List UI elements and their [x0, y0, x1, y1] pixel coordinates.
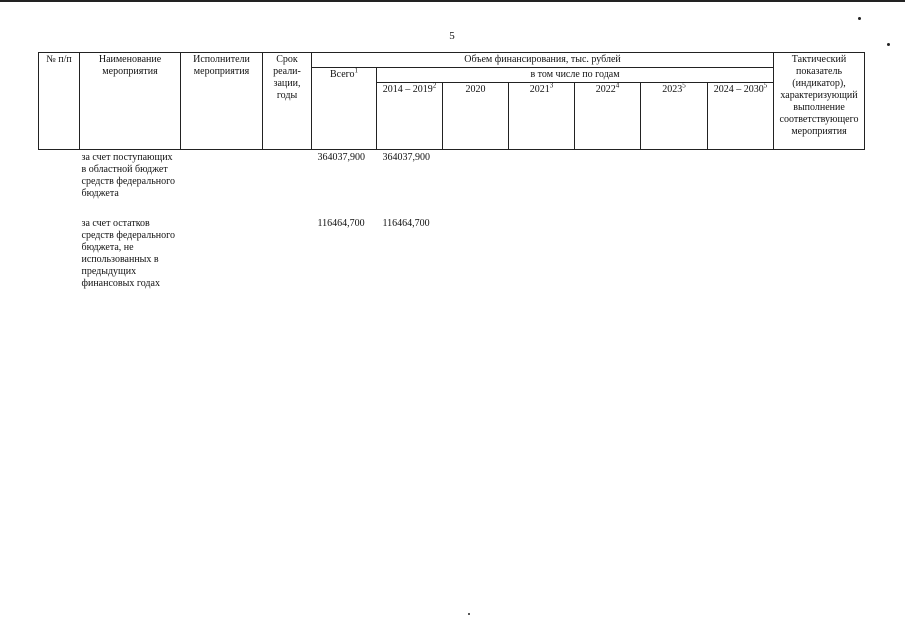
row-2021-cell: [509, 216, 575, 292]
row-name-cell: за счет остатков средств федерального бюджета, не использованных в предыдущих финансовых годах: [81, 218, 175, 289]
table-row: [39, 150, 865, 203]
year-footnote: 5: [763, 81, 768, 90]
header-executors-label: Исполнители мероприятия: [193, 54, 250, 77]
row-spacer: [39, 202, 865, 216]
row-indicator-cell: [774, 150, 865, 203]
year-footnote: 3: [549, 81, 554, 90]
header-financing: [312, 53, 774, 68]
header-num: [39, 53, 80, 150]
row-name-cell: за счет поступающих в областной бюджет средств федерального бюджета: [80, 150, 181, 203]
row-term-cell: [263, 216, 312, 292]
header-total-footnote: 1: [354, 66, 359, 75]
header-year-2023: [641, 83, 708, 150]
header-num-label: № п/п: [46, 54, 72, 65]
header-year-2020: [443, 83, 509, 150]
row-2024-2030-cell: [708, 150, 774, 203]
financing-table: [38, 52, 865, 292]
header-financing-label: Объем финансирования, тыс. рублей: [464, 54, 621, 65]
scan-speck: [887, 43, 890, 46]
header-total-label: Всего: [329, 69, 355, 80]
row-indicator-cell: [774, 216, 865, 292]
header-executors: [181, 53, 263, 150]
header-term-label: Срок реали-зации, годы: [273, 54, 301, 101]
row-num-cell: [39, 150, 80, 203]
row-total-cell: 116464,700: [317, 218, 365, 229]
header-year-2022: [575, 83, 641, 150]
header-total: [312, 68, 377, 150]
header-indicator-label: Тактический показатель (индикатор), характеризующий выполнение соответствующего мероприятия: [779, 54, 859, 137]
header-year-2021: [509, 83, 575, 150]
scan-speck: [858, 17, 861, 20]
row-2014-2019-cell: 116464,700: [382, 218, 430, 229]
row-2020-cell: [443, 216, 509, 292]
row-2022-cell: [575, 216, 641, 292]
table-row: [39, 216, 865, 292]
year-footnote: 2: [432, 81, 437, 90]
row-2023-cell: [641, 216, 708, 292]
row-2023-cell: [641, 150, 708, 203]
page-number: 5: [449, 30, 455, 42]
spacer-cell: [39, 202, 865, 216]
row-term-cell: [263, 150, 312, 203]
year-footnote: 4: [615, 81, 620, 90]
year-label: 2014 – 2019: [382, 84, 433, 95]
header-row-1: [39, 53, 865, 68]
row-2024-2030-cell: [708, 216, 774, 292]
row-total-cell: 364037,900: [312, 150, 377, 203]
row-2014-2019-cell: 364037,900: [377, 150, 443, 203]
header-name: [80, 53, 181, 150]
header-term: [263, 53, 312, 150]
header-by-years: [377, 68, 774, 83]
row-2020-cell: [443, 150, 509, 203]
row-2021-cell: [509, 150, 575, 203]
year-label: 2020: [465, 84, 486, 95]
header-name-label: Наименование мероприятия: [98, 54, 162, 77]
header-indicator: [774, 53, 865, 150]
top-border-line: [0, 0, 905, 2]
row-exec-cell: [181, 216, 263, 292]
year-label: 2021: [529, 84, 550, 95]
year-label: 2024 – 2030: [713, 84, 764, 95]
header-year-2024-2030: [708, 83, 774, 150]
row-exec-cell: [181, 150, 263, 203]
row-num-cell: [39, 216, 80, 292]
year-footnote: 5: [682, 81, 686, 90]
header-year-2014-2019: [377, 83, 443, 150]
year-label: 2022: [595, 84, 616, 95]
year-label: 2023: [662, 84, 683, 95]
header-by-years-label: в том числе по годам: [530, 69, 620, 80]
scan-speck: [468, 613, 470, 615]
row-2022-cell: [575, 150, 641, 203]
